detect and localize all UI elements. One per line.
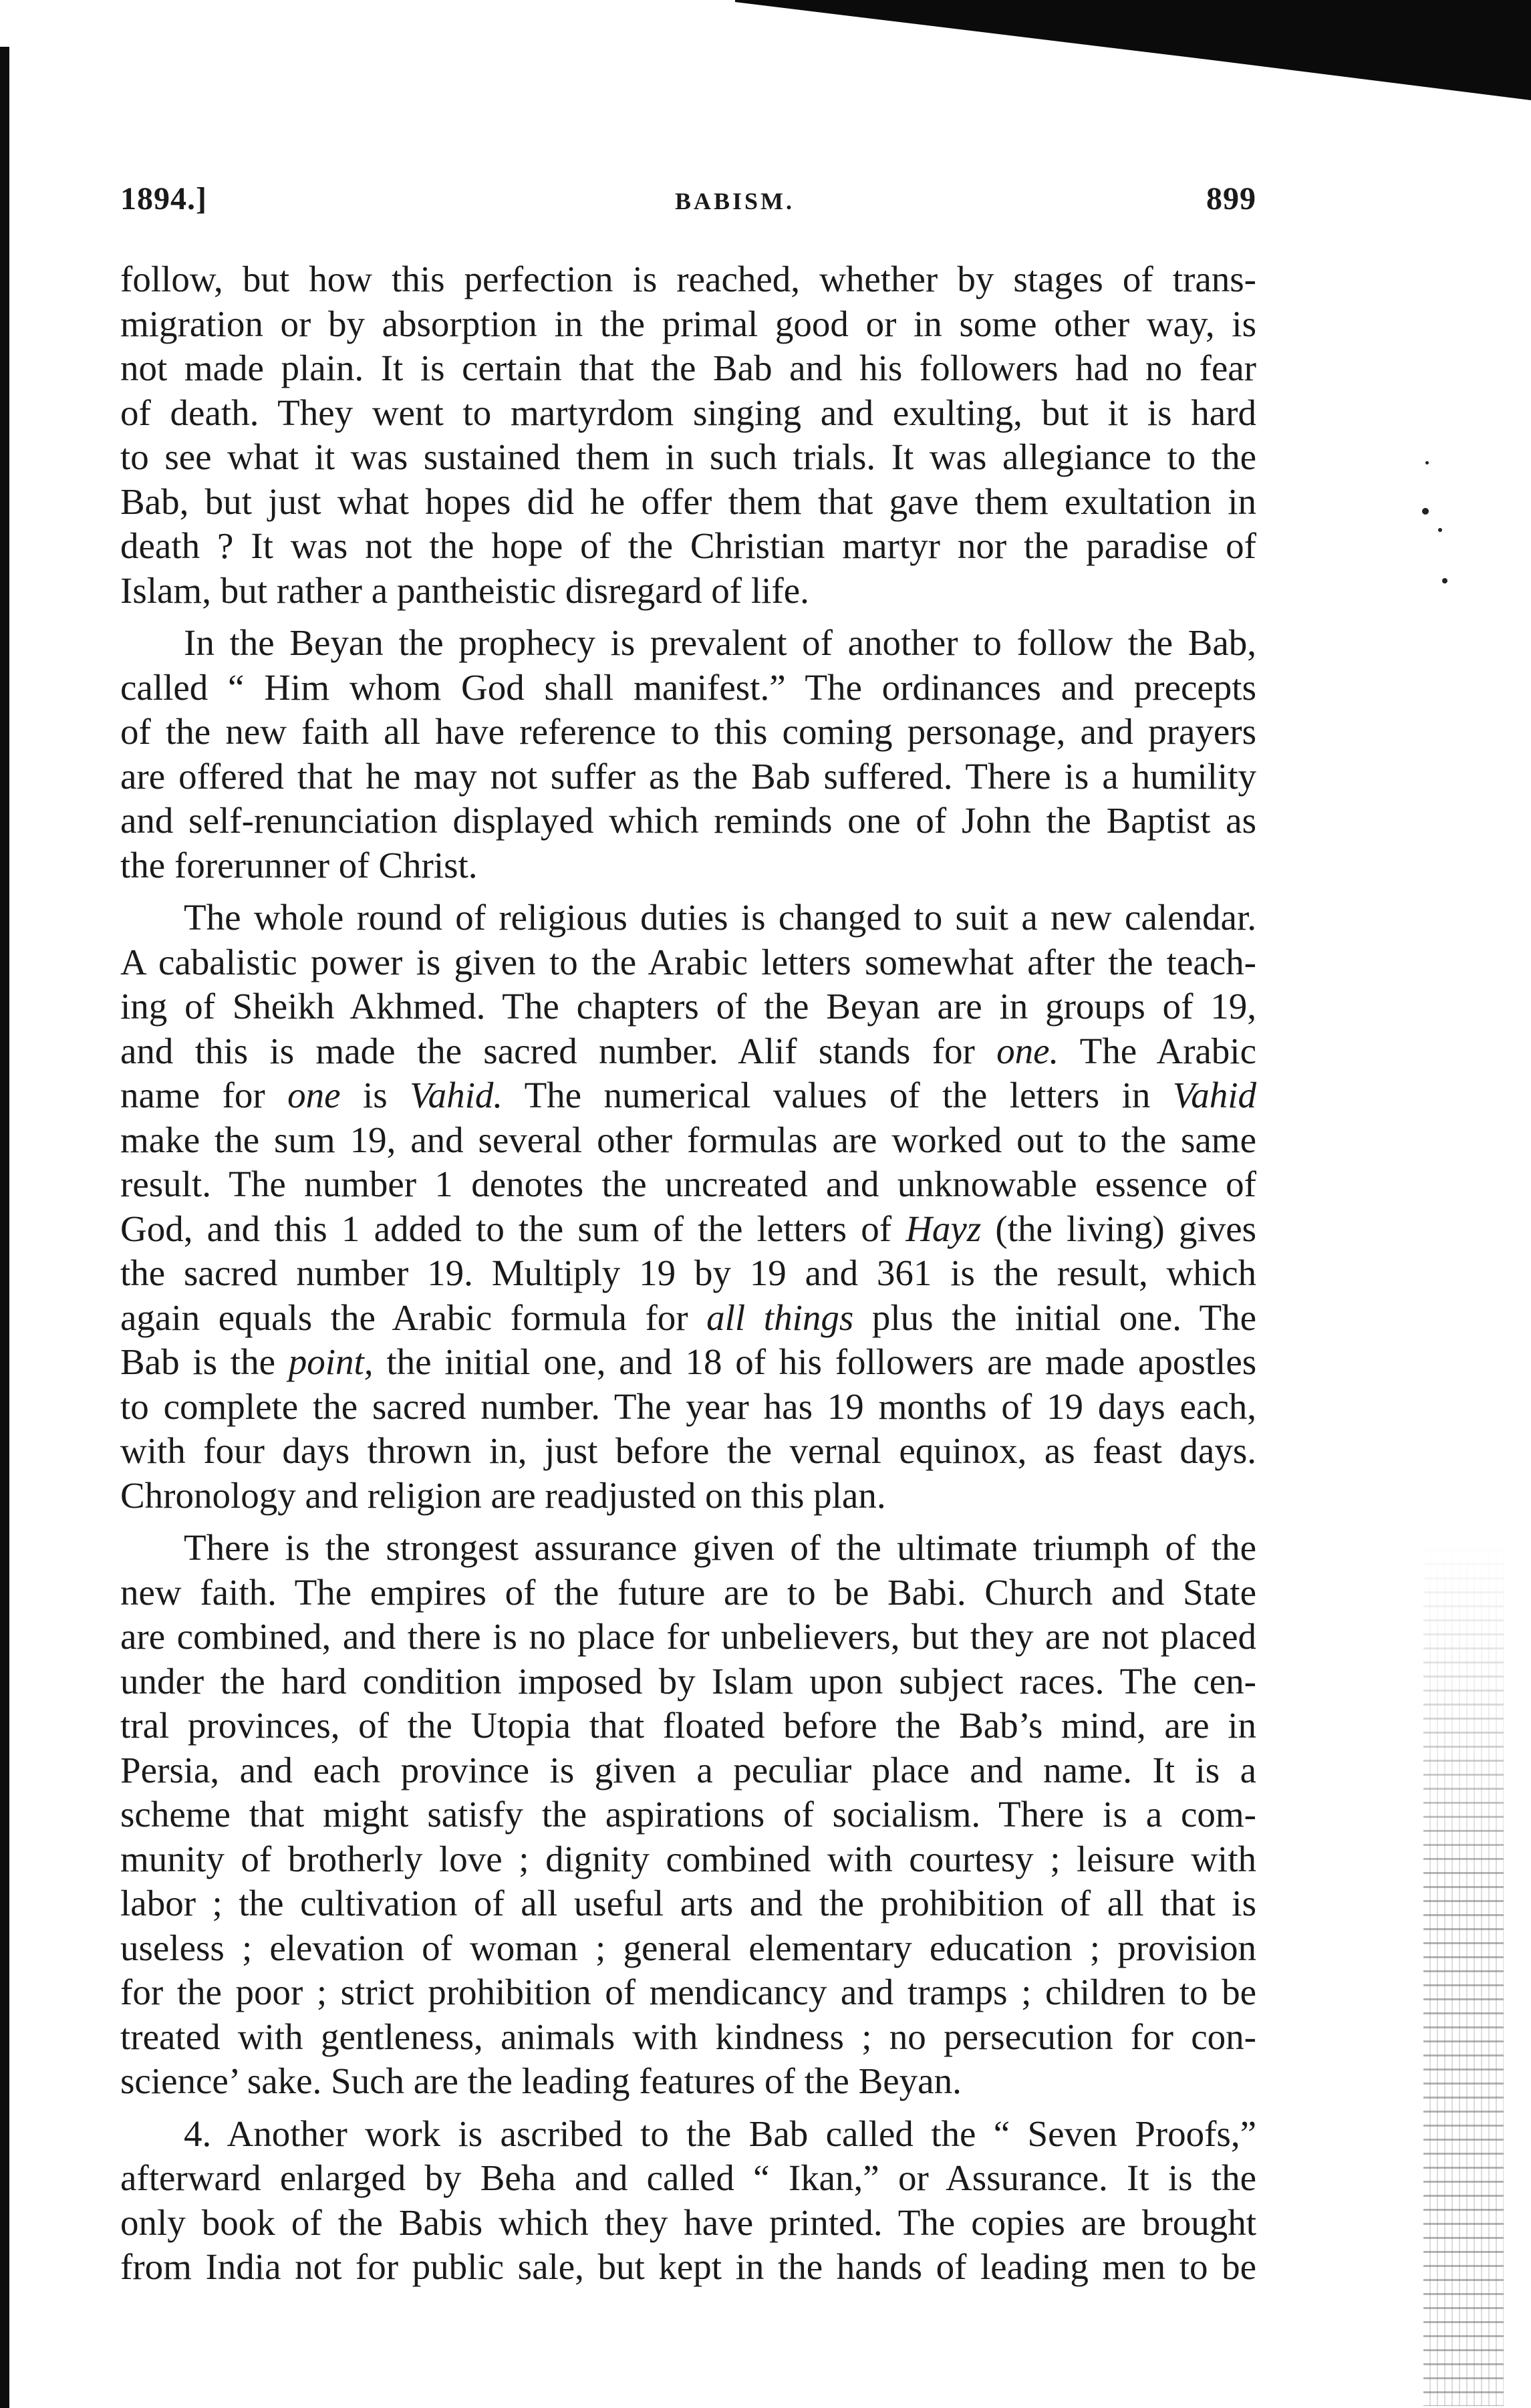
text-line: migration or by absorption in the primal good or in some other way, is: [120, 303, 1256, 344]
body-text: [120, 257, 1256, 2290]
text-line: Bab is the point, the initial one, and 18 of his followers are made apostles: [120, 1341, 1257, 1382]
page-number: 899: [1206, 181, 1256, 217]
text-line: under the hard condition imposed by Islam upon subject races. The cen-: [120, 1660, 1256, 1702]
text-line: labor ; the cultivation of all useful arts and the prohibition of all that is: [120, 1883, 1256, 1923]
text-line: science’ sake. Such are the leading features of the Beyan.: [120, 2060, 962, 2101]
paragraph-gap: [120, 2104, 1256, 2112]
text-line: not made plain. It is certain that the Bab and his followers had no fear: [120, 348, 1256, 388]
text-line: and this is made the sacred number. Alif stands for one. The Arabic: [120, 1030, 1256, 1071]
scan-edge-noise: [1423, 1537, 1504, 2406]
scan-speck: [1422, 508, 1429, 515]
running-header: [120, 180, 1256, 227]
text-line: from India not for public sale, but kept in the hands of leading men to be: [120, 2246, 1256, 2287]
text-line: Chronology and religion are readjusted on this plan.: [120, 1474, 886, 1516]
text-line: name for one is Vahid. The numerical values of the letters in Vahid: [120, 1075, 1257, 1115]
text-line: A cabalistic power is given to the Arabic letters somewhat after the teach-: [120, 941, 1256, 982]
text-line: ing of Sheikh Akhmed. The chapters of the Beyan are in groups of 19,: [120, 986, 1256, 1027]
scan-speck: [1442, 578, 1447, 583]
text-line: The whole round of religious duties is changed to suit a new calendar.: [184, 897, 1256, 938]
text-line: Persia, and each province is given a peculiar place and name. It is a: [120, 1749, 1256, 1790]
text-line: In the Beyan the prophecy is prevalent of another to follow the Bab,: [184, 622, 1256, 663]
text-line: afterward enlarged by Beha and called “ Ikan,” or Assurance. It is the: [120, 2157, 1256, 2198]
text-line: are combined, and there is no place for unbelievers, but they are not placed: [120, 1616, 1256, 1657]
text-line: of death. They went to martyrdom singing and exulting, but it is hard: [120, 392, 1256, 433]
scan-binding-edge: [0, 47, 9, 2408]
header-title: BABISM.: [675, 188, 795, 215]
paragraph: [120, 257, 1256, 613]
text-line: of the new faith all have reference to this coming personage, and prayers: [120, 711, 1256, 752]
text-line: for the poor ; strict prohibition of mendicancy and tramps ; children to be: [120, 1972, 1256, 2012]
text-line: to see what it was sustained them in such trials. It was allegiance to the: [120, 436, 1256, 477]
text-line: God, and this 1 added to the sum of the letters of Hayz (the living) gives: [120, 1208, 1257, 1249]
text-line: the sacred number 19. Multiply 19 by 19 and 361 is the result, which: [120, 1252, 1256, 1293]
paragraph: [120, 1526, 1256, 2104]
text-line: treated with gentleness, animals with kindness ; no persecution for con-: [120, 2016, 1256, 2057]
paragraph: [120, 2112, 1256, 2290]
text-line: result. The number 1 denotes the uncreated and unknowable essence of: [120, 1164, 1256, 1204]
text-line: useless ; elevation of woman ; general elementary education ; provision: [120, 1927, 1256, 1968]
text-line: death ? It was not the hope of the Christian martyr nor the paradise of: [120, 525, 1256, 566]
paragraph: [120, 896, 1256, 1518]
paragraph-gap: [120, 1518, 1256, 1526]
text-line: Bab, but just what hopes did he offer them that gave them exultation in: [120, 481, 1256, 522]
scan-speck: [1425, 461, 1429, 464]
scan-speck: [1438, 528, 1442, 532]
text-line: scheme that might satisfy the aspirations of socialism. There is a com-: [120, 1794, 1256, 1835]
paragraph-gap: [120, 613, 1256, 621]
text-line: follow, but how this perfection is reached, whether by stages of trans-: [120, 259, 1256, 299]
text-line: new faith. The empires of the future are to be Babi. Church and State: [120, 1571, 1256, 1613]
text-line: make the sum 19, and several other formulas are worked out to the same: [120, 1119, 1256, 1160]
text-line: called “ Him whom God shall manifest.” The ordinances and precepts: [120, 666, 1256, 708]
text-line: again equals the Arabic formula for all things plus the initial one. The: [120, 1297, 1257, 1338]
paragraph: [120, 621, 1256, 888]
text-line: tral provinces, of the Utopia that floated before the Bab’s mind, are in: [120, 1705, 1256, 1746]
text-line: Islam, but rather a pantheistic disregard of life.: [120, 569, 809, 611]
text-line: to complete the sacred number. The year has 19 months of 19 days each,: [120, 1385, 1256, 1427]
text-line: munity of brotherly love ; dignity combined with courtesy ; leisure with: [120, 1838, 1256, 1879]
text-line: with four days thrown in, just before the vernal equinox, as feast days.: [120, 1430, 1256, 1471]
paragraph-gap: [120, 888, 1256, 896]
text-line: and self-renunciation displayed which reminds one of John the Baptist as: [120, 800, 1256, 841]
text-line: are offered that he may not suffer as the Bab suffered. There is a humility: [120, 755, 1256, 797]
text-line: only book of the Babis which they have printed. The copies are brought: [120, 2201, 1256, 2243]
header-year: 1894.]: [120, 181, 207, 217]
scan-top-shadow: [0, 0, 1531, 100]
text-line: 4. Another work is ascribed to the Bab called the “ Seven Proofs,”: [184, 2113, 1256, 2154]
text-line: the forerunner of Christ.: [120, 844, 478, 886]
text-line: There is the strongest assurance given of the ultimate triumph of the: [184, 1527, 1256, 1568]
